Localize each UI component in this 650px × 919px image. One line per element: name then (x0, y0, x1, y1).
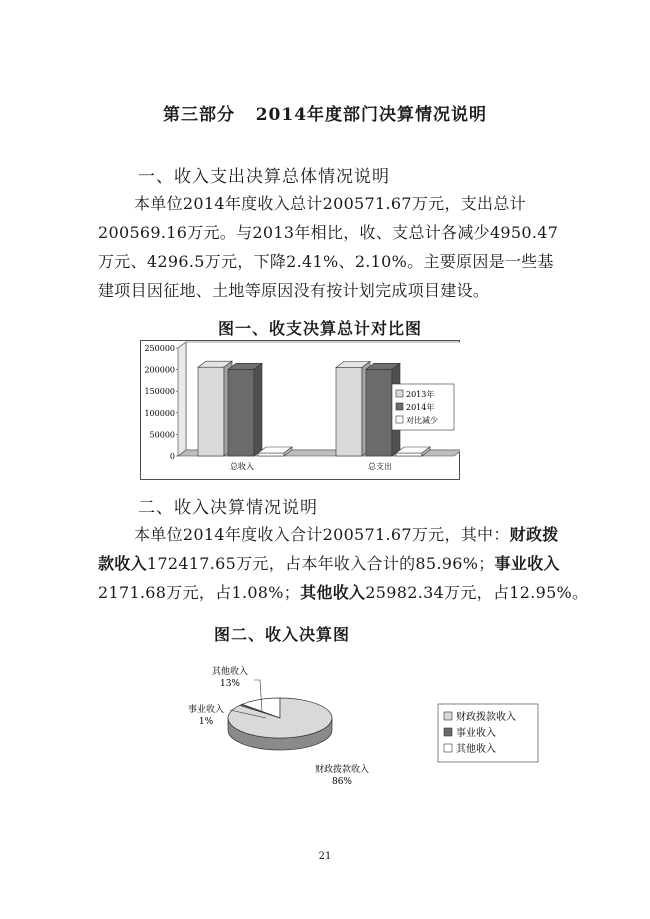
income-pie-chart (170, 660, 550, 800)
text-run: 2171.68万元，占1.08%； (98, 583, 301, 602)
bar (396, 453, 422, 456)
section2-heading: 二、收入决算情况说明 (138, 498, 318, 518)
y-tick-label: 50000 (149, 430, 175, 440)
paragraph-line (98, 520, 560, 549)
text-run: 本单位2014年度收入合计200571.67万元，其中： (134, 525, 510, 544)
legend-swatch (396, 403, 403, 410)
slice-pct: 13% (219, 679, 241, 689)
paragraph-line: 200569.16万元。与2013年相比，收、支总计各减少4950.47 (98, 223, 559, 242)
y-tick-label: 200000 (144, 365, 175, 375)
legend-swatch (444, 744, 452, 752)
part-title: 2014年度部门决算情况说明 (255, 105, 488, 125)
paragraph-line: 本单位2014年度收入总计200571.67万元，支出总计 (134, 194, 526, 213)
legend-swatch (444, 728, 452, 736)
y-tick-label: 100000 (144, 408, 175, 418)
bar (336, 367, 362, 456)
bold-run: 财政拨 (509, 525, 559, 544)
income-expense-bar-chart (140, 340, 460, 480)
bar (198, 367, 224, 456)
side-wall (178, 342, 186, 456)
bar-chart-svg (140, 340, 460, 480)
slice-label: 事业收入 (187, 705, 225, 715)
page-number: 21 (318, 851, 332, 862)
figure2-title: 图二、收入决算图 (214, 625, 351, 644)
part-label: 第三部分 (162, 105, 235, 125)
bar-side (254, 363, 262, 456)
legend-label: 2013年 (406, 390, 435, 399)
bold-run: 其他收入 (300, 583, 366, 602)
paragraph-line (98, 549, 560, 578)
legend-swatch (444, 712, 452, 720)
y-tick-label: 250000 (144, 344, 175, 353)
paragraph-line: 建项目因征地、土地等原因没有按计划完成项目建设。 (98, 281, 490, 300)
figure1-title: 图一、收支决算总计对比图 (218, 319, 423, 338)
section1-paragraph (98, 189, 560, 305)
slice-label: 财政拨款收入 (314, 765, 370, 775)
text-run: 172417.65万元，占本年收入合计的85.96%； (146, 554, 495, 573)
pie-chart-svg (170, 660, 550, 800)
paragraph-line (98, 578, 589, 607)
legend-swatch (396, 390, 403, 397)
legend-label: 对比减少 (406, 416, 438, 425)
legend-label: 其他收入 (456, 744, 496, 755)
bold-run: 事业收入 (494, 554, 560, 573)
page-title (0, 100, 650, 125)
bar (258, 453, 284, 456)
text-run: 25982.34万元，占12.95%。 (365, 583, 589, 602)
slice-pct: 1% (198, 717, 214, 727)
section1-heading: 一、收入支出决算总体情况说明 (138, 167, 390, 187)
y-tick-label: 0 (169, 452, 175, 461)
section2-paragraph (98, 520, 589, 607)
bar (228, 369, 254, 456)
slice-label: 其他收入 (211, 667, 249, 677)
x-category-label: 总收入 (230, 462, 254, 471)
slice-pct: 86% (331, 777, 353, 787)
legend-label: 财政拨款收入 (456, 712, 516, 723)
legend-label: 2014年 (406, 403, 435, 412)
bar (366, 369, 392, 456)
paragraph-line: 万元、4296.5万元，下降2.41%、2.10%。主要原因是一些基 (98, 252, 554, 271)
legend-swatch (396, 416, 403, 423)
x-category-label: 总支出 (368, 462, 392, 471)
y-tick-label: 150000 (144, 387, 175, 397)
bold-run: 款收入 (98, 554, 147, 573)
legend-label: 事业收入 (456, 728, 496, 739)
